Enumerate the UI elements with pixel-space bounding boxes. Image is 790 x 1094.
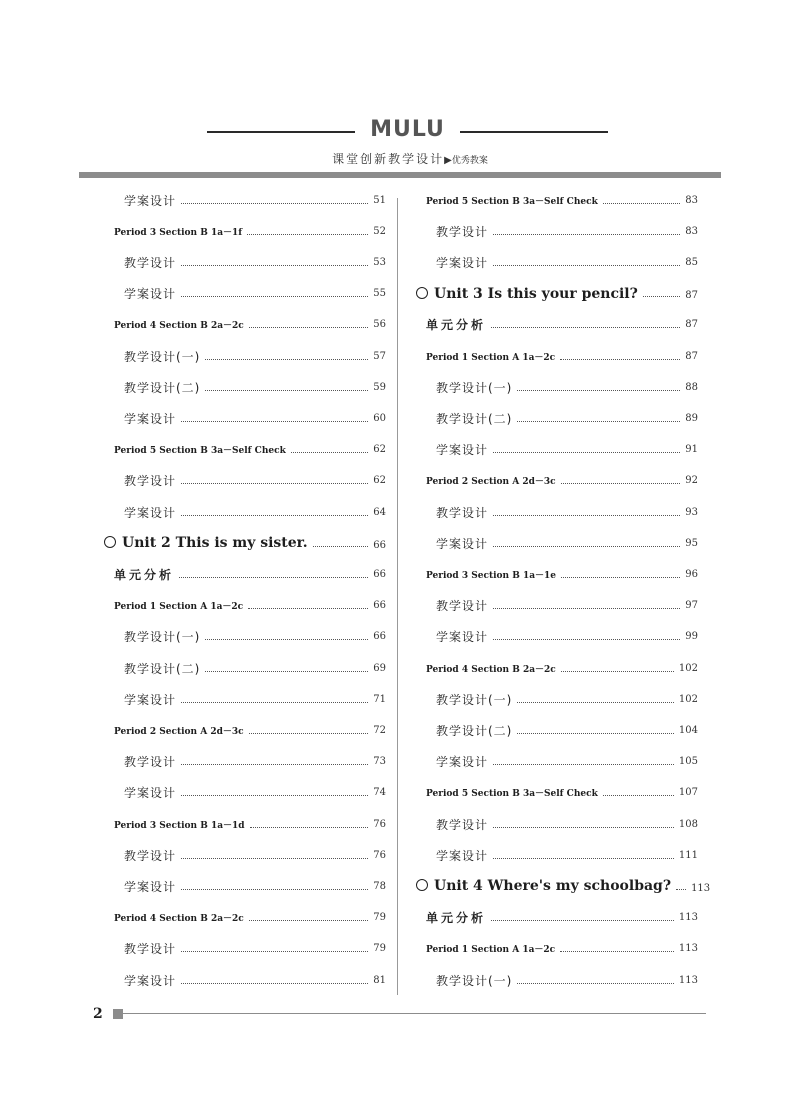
dot-leader: [493, 452, 680, 453]
subtitle-tag: 优秀教案: [451, 156, 488, 166]
toc-entry-design[interactable]: [416, 814, 698, 834]
toc-entry-text: Period 5 Section B 3a－Self Check: [114, 446, 286, 457]
column-divider: [397, 198, 398, 995]
toc-page-number: 85: [685, 256, 698, 268]
dot-leader: [249, 920, 368, 921]
toc-entry-design[interactable]: [416, 845, 698, 865]
toc-page-number: 95: [685, 537, 698, 549]
toc-entry-text: 学案设计: [124, 193, 177, 208]
dot-leader: [603, 795, 674, 796]
dot-leader: [561, 671, 674, 672]
toc-entry-design[interactable]: [104, 190, 386, 210]
toc-entry-text: Unit 3 Is this your pencil?: [434, 285, 638, 302]
toc-entry-text: Period 5 Section B 3a－Self Check: [426, 196, 598, 207]
toc-entry-text: 学案设计: [436, 536, 489, 551]
toc-entry-label: [416, 441, 488, 458]
toc-entry-text: 教学设计(一): [124, 349, 201, 364]
header-title: MULU: [370, 117, 445, 142]
toc-entry-text: 教学设计: [124, 755, 177, 770]
toc-entry-design[interactable]: [416, 627, 698, 647]
toc-page-number: 104: [678, 724, 698, 736]
toc-entry-design[interactable]: [416, 377, 698, 397]
toc-entry-label: [416, 597, 488, 614]
toc-page-number: 87: [685, 350, 698, 362]
toc-entry-label: [104, 566, 174, 583]
dot-leader: [493, 639, 680, 640]
toc-entry-design[interactable]: [104, 970, 386, 990]
dot-leader: [181, 889, 368, 890]
toc-page-number: 81: [373, 974, 386, 986]
dot-leader: [493, 827, 674, 828]
toc-entry-label: [416, 504, 488, 521]
dot-leader: [181, 421, 368, 422]
toc-page-number: 96: [685, 568, 698, 580]
dot-leader: [517, 390, 680, 391]
toc-entry-design[interactable]: [104, 471, 386, 491]
toc-entry-label: [416, 816, 488, 833]
page-number: 2: [93, 1006, 103, 1022]
toc-entry-design[interactable]: [416, 221, 698, 241]
toc-entry-label: [416, 691, 512, 708]
toc-entry-text: 教学设计: [436, 817, 489, 832]
toc-page-number: 51: [373, 194, 386, 206]
toc-entry-unit[interactable]: [416, 876, 711, 896]
toc-entry-design[interactable]: [104, 408, 386, 428]
toc-entry-text: 教学设计(一): [124, 630, 201, 645]
dot-leader: [493, 608, 680, 609]
toc-entry-label: [104, 410, 176, 427]
toc-entry-label: [104, 599, 243, 612]
toc-entry-design[interactable]: [104, 346, 386, 366]
toc-entry-text: 教学设计(二): [436, 411, 513, 426]
toc-entry-label: [416, 194, 598, 207]
toc-page-number: 97: [685, 600, 698, 612]
toc-page-number: 102: [678, 662, 698, 674]
dot-leader: [205, 390, 368, 391]
toc-entry-text: Period 4 Section B 2a－2c: [114, 321, 244, 332]
dot-leader: [249, 733, 369, 734]
toc-entry-period[interactable]: [416, 346, 698, 366]
toc-entry-text: 学案设计: [436, 255, 489, 270]
toc-entry-text: 学案设计: [124, 287, 177, 302]
toc-entry-label: [416, 628, 488, 645]
toc-page-number: 87: [685, 319, 698, 331]
dot-leader: [250, 827, 369, 828]
toc-entry-label: [104, 348, 200, 365]
toc-entry-label: [416, 223, 488, 240]
toc-entry-text: 学案设计: [436, 443, 489, 458]
toc-entry-label: [104, 753, 176, 770]
dot-leader: [181, 983, 368, 984]
toc-entry-label: [416, 286, 638, 302]
toc-entry-design[interactable]: [104, 689, 386, 709]
toc-page-number: 64: [373, 506, 386, 518]
dot-leader: [181, 951, 368, 952]
toc-entry-design[interactable]: [104, 783, 386, 803]
dot-leader: [493, 546, 680, 547]
toc-page-number: 52: [373, 225, 386, 237]
play-arrow-icon: ▶: [444, 155, 452, 166]
toc-entry-label: [104, 318, 244, 331]
toc-entry-design[interactable]: [416, 408, 698, 428]
dot-leader: [493, 234, 680, 235]
toc-entry-text: Period 3 Section B 1a－1e: [426, 570, 557, 581]
toc-entry-label: [104, 535, 308, 551]
toc-page-number: 83: [685, 225, 698, 237]
toc-page-number: 69: [373, 662, 386, 674]
toc-entry-text: Period 3 Section B 1a－1d: [114, 820, 245, 831]
toc-page-number: 72: [373, 724, 386, 736]
toc-entry-design[interactable]: [104, 876, 386, 896]
dot-leader: [181, 296, 368, 297]
dot-leader: [517, 983, 674, 984]
toc-entry-design[interactable]: [104, 658, 386, 678]
toc-entry-design[interactable]: [104, 752, 386, 772]
toc-entry-label: [416, 350, 555, 363]
toc-page-number: 87: [685, 290, 698, 302]
toc-page-number: 99: [685, 631, 698, 643]
dot-leader: [517, 733, 674, 734]
toc-entry-text: 单元分析: [114, 567, 175, 582]
toc-entry-label: [416, 847, 488, 864]
toc-page-number: 62: [373, 444, 386, 456]
toc-entry-text: Period 1 Section A 1a－2c: [426, 945, 556, 956]
toc-entry-label: [104, 818, 245, 831]
dot-leader: [603, 203, 680, 204]
circle-bullet-icon: [416, 287, 428, 299]
toc-entry-label: [104, 784, 176, 801]
toc-entry-design[interactable]: [416, 720, 698, 740]
toc-page-number: 83: [685, 194, 698, 206]
subtitle-text: 课堂创新教学设计: [332, 152, 445, 166]
toc-page-number: 102: [678, 693, 698, 705]
toc-entry-period[interactable]: [416, 564, 698, 584]
dot-leader: [517, 702, 674, 703]
dot-leader: [181, 265, 368, 266]
toc-entry-unit[interactable]: [416, 284, 698, 304]
toc-entry-design[interactable]: [416, 596, 698, 616]
toc-entry-text: 学案设计: [124, 411, 177, 426]
toc-page-number: 113: [678, 912, 698, 924]
toc-entry-text: 学案设计: [436, 630, 489, 645]
toc-entry-label: [416, 909, 486, 926]
toc-page-number: 107: [678, 787, 698, 799]
dot-leader: [291, 452, 368, 453]
toc-entry-text: 教学设计(一): [436, 380, 513, 395]
toc-page-number: 113: [678, 974, 698, 986]
toc-entry-text: 教学设计(二): [124, 380, 201, 395]
toc-entry-analysis[interactable]: [416, 908, 698, 928]
dot-leader: [561, 577, 680, 578]
toc-entry-label: [416, 942, 555, 955]
toc-entry-period[interactable]: [416, 658, 698, 678]
toc-entry-design[interactable]: [416, 502, 698, 522]
dot-leader: [248, 608, 368, 609]
toc-entry-period[interactable]: [416, 783, 698, 803]
toc-page-number: 79: [373, 943, 386, 955]
toc-entry-design[interactable]: [104, 252, 386, 272]
toc-entry-text: 教学设计(二): [436, 723, 513, 738]
dot-leader: [517, 421, 680, 422]
toc-entry-design[interactable]: [104, 939, 386, 959]
toc-entry-period[interactable]: [104, 221, 386, 241]
toc-entry-analysis[interactable]: [416, 315, 698, 335]
toc-page-number: 73: [373, 756, 386, 768]
toc-entry-text: Period 1 Section A 1a－2c: [426, 352, 556, 363]
toc-page-number: 88: [685, 381, 698, 393]
dot-leader: [560, 359, 680, 360]
toc-page-number: 71: [373, 693, 386, 705]
toc-entry-text: 学案设计: [436, 848, 489, 863]
toc-page-number: 62: [373, 475, 386, 487]
toc-entry-label: [104, 192, 176, 209]
dot-leader: [205, 359, 368, 360]
toc-page-number: 66: [373, 631, 386, 643]
toc-page-number: 105: [678, 756, 698, 768]
toc-entry-label: [416, 379, 512, 396]
toc-entry-design[interactable]: [416, 440, 698, 460]
toc-entry-text: 学案设计: [124, 879, 177, 894]
dot-leader: [493, 764, 674, 765]
toc-entry-text: 学案设计: [124, 786, 177, 801]
toc-entry-design[interactable]: [416, 533, 698, 553]
toc-page-number: 89: [685, 412, 698, 424]
dot-leader: [181, 795, 368, 796]
toc-entry-text: 教学设计(一): [436, 973, 513, 988]
toc-entry-design[interactable]: [104, 845, 386, 865]
toc-entry-label: [416, 254, 488, 271]
toc-entry-text: 教学设计: [124, 942, 177, 957]
toc-entry-text: 教学设计(一): [436, 692, 513, 707]
toc-page-number: 108: [678, 818, 698, 830]
toc-entry-label: [416, 722, 512, 739]
header-subtitle: [300, 150, 520, 167]
dot-leader: [247, 234, 368, 235]
dot-leader: [561, 483, 681, 484]
circle-bullet-icon: [104, 536, 116, 548]
toc-page-number: 55: [373, 288, 386, 300]
toc-entry-label: [416, 972, 512, 989]
toc-entry-period[interactable]: [416, 190, 698, 210]
dot-leader: [491, 920, 674, 921]
dot-leader: [491, 327, 680, 328]
toc-entry-design[interactable]: [104, 377, 386, 397]
toc-entry-text: 单元分析: [426, 318, 487, 333]
header-rule-left: [207, 131, 355, 133]
toc-page-number: 76: [373, 849, 386, 861]
toc-entry-text: Period 2 Section A 2d－3c: [114, 726, 244, 737]
toc-entry-label: [104, 691, 176, 708]
circle-bullet-icon: [416, 879, 428, 891]
toc-entry-period[interactable]: [104, 720, 386, 740]
dot-leader: [643, 296, 680, 297]
dot-leader: [181, 764, 368, 765]
dot-leader: [181, 702, 368, 703]
toc-entry-period[interactable]: [104, 440, 386, 460]
toc-entry-text: 学案设计: [436, 755, 489, 770]
toc-entry-label: [104, 472, 176, 489]
toc-entry-label: [104, 847, 176, 864]
toc-page-number: 78: [373, 880, 386, 892]
toc-page-number: 113: [691, 882, 711, 894]
toc-entry-text: 教学设计: [436, 224, 489, 239]
toc-entry-label: [416, 410, 512, 427]
toc-entry-text: Unit 2 This is my sister.: [122, 535, 308, 552]
toc-entry-label: [416, 474, 556, 487]
toc-entry-period[interactable]: [104, 315, 386, 335]
toc-entry-label: [104, 878, 176, 895]
toc-entry-design[interactable]: [416, 752, 698, 772]
dot-leader: [249, 327, 368, 328]
dot-leader: [313, 546, 369, 547]
toc-entry-label: [104, 443, 286, 456]
toc-page-number: 92: [685, 475, 698, 487]
header-rule-right: [460, 131, 608, 133]
toc-entry-label: [104, 628, 200, 645]
footer-rule: [123, 1013, 706, 1014]
toc-page-number: 74: [373, 787, 386, 799]
toc-entry-label: [416, 878, 671, 894]
toc-entry-text: 学案设计: [124, 505, 177, 520]
toc-entry-text: 教学设计: [124, 474, 177, 489]
toc-page-number: 113: [678, 943, 698, 955]
toc-entry-text: 学案设计: [124, 692, 177, 707]
toc-entry-text: Period 4 Section B 2a－2c: [426, 664, 556, 675]
toc-entry-period[interactable]: [104, 814, 386, 834]
toc-entry-text: 教学设计: [436, 505, 489, 520]
toc-page-number: 79: [373, 912, 386, 924]
toc-entry-text: Period 2 Section A 2d－3c: [426, 477, 556, 488]
toc-entry-label: [416, 535, 488, 552]
toc-entry-label: [104, 285, 176, 302]
toc-entry-label: [104, 504, 176, 521]
toc-entry-period[interactable]: [416, 471, 698, 491]
dot-leader: [181, 858, 368, 859]
toc-entry-label: [416, 568, 556, 581]
toc-entry-text: 教学设计: [436, 599, 489, 614]
toc-entry-text: 教学设计: [124, 848, 177, 863]
toc-entry-label: [416, 316, 486, 333]
dot-leader: [560, 951, 674, 952]
toc-entry-text: 教学设计: [124, 255, 177, 270]
toc-entry-label: [104, 972, 176, 989]
toc-entry-text: 单元分析: [426, 911, 487, 926]
toc-page-number: 53: [373, 256, 386, 268]
toc-entry-period[interactable]: [104, 908, 386, 928]
toc-entry-text: 教学设计(二): [124, 661, 201, 676]
toc-entry-label: [104, 379, 200, 396]
toc-entry-text: Period 3 Section B 1a－1f: [114, 227, 243, 238]
dot-leader: [205, 639, 368, 640]
toc-entry-label: [104, 660, 200, 677]
dot-leader: [493, 265, 680, 266]
toc-entry-label: [104, 254, 176, 271]
dot-leader: [181, 515, 368, 516]
toc-entry-design[interactable]: [416, 252, 698, 272]
toc-entry-design[interactable]: [416, 689, 698, 709]
toc-page-number: 59: [373, 381, 386, 393]
toc-entry-label: [104, 911, 244, 924]
toc-entry-label: [416, 662, 556, 675]
toc-entry-unit[interactable]: [104, 533, 386, 553]
toc-entry-design[interactable]: [104, 627, 386, 647]
footer-square: [113, 1009, 123, 1019]
toc-entry-design[interactable]: [104, 502, 386, 522]
toc-entry-text: Period 1 Section A 1a－2c: [114, 602, 244, 613]
toc-entry-label: [416, 753, 488, 770]
toc-page-number: 56: [373, 319, 386, 331]
dot-leader: [179, 577, 368, 578]
dot-leader: [493, 515, 680, 516]
toc-entry-design[interactable]: [104, 284, 386, 304]
toc-entry-text: Period 5 Section B 3a－Self Check: [426, 789, 598, 800]
toc-entry-text: 学案设计: [124, 973, 177, 988]
dot-leader: [493, 858, 674, 859]
dot-leader: [205, 671, 368, 672]
toc-entry-analysis[interactable]: [104, 564, 386, 584]
toc-page-number: 93: [685, 506, 698, 518]
toc-page-number: 76: [373, 818, 386, 830]
toc-page-number: 60: [373, 412, 386, 424]
toc-entry-label: [104, 724, 244, 737]
toc-page-number: 66: [373, 568, 386, 580]
toc-entry-label: [104, 225, 242, 238]
toc-entry-period[interactable]: [104, 596, 386, 616]
toc-entry-text: Period 4 Section B 2a－2c: [114, 914, 244, 925]
toc-entry-label: [416, 786, 598, 799]
toc-page-number: 66: [373, 539, 386, 551]
toc-entry-design[interactable]: [416, 970, 698, 990]
toc-entry-label: [104, 940, 176, 957]
header-bar: [79, 172, 721, 178]
toc-page-number: 91: [685, 444, 698, 456]
dot-leader: [181, 203, 368, 204]
dot-leader: [676, 889, 686, 890]
dot-leader: [181, 483, 368, 484]
toc-entry-text: Unit 4 Where's my schoolbag?: [434, 878, 672, 895]
toc-page-number: 57: [373, 350, 386, 362]
toc-page-number: 111: [678, 849, 698, 861]
toc-entry-period[interactable]: [416, 939, 698, 959]
toc-page-number: 66: [373, 600, 386, 612]
